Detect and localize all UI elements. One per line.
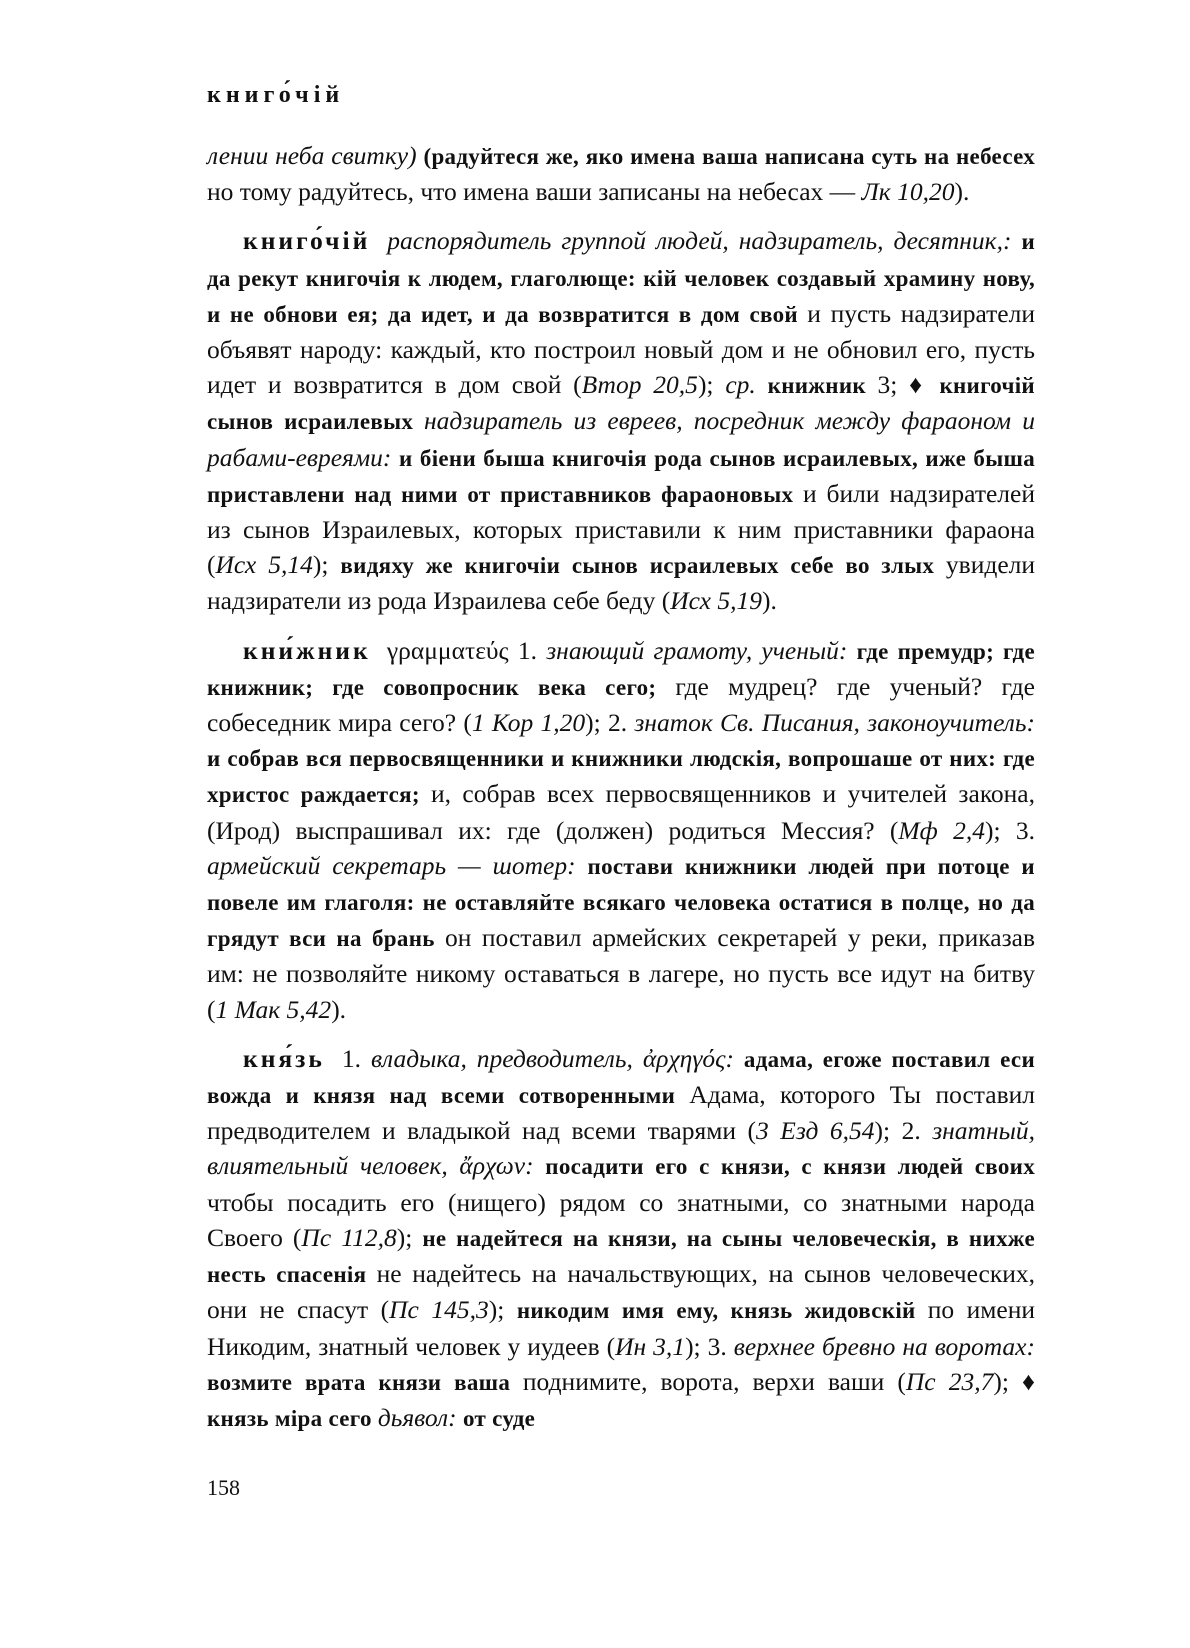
plain-text: где мудрец? где ученый? где собеседник мира сего? ( [207,671,1035,738]
entry-continuation [207,138,1035,209]
plain-text: ); 3. [984,815,1035,845]
bible-reference: Втор 20,5 [581,370,698,400]
plain-text: ); [396,1222,423,1252]
bible-reference: Лк 10,20 [861,177,955,207]
plain-text: γραμματεύς 1. [386,635,547,665]
bible-reference: Пс 145,3 [389,1295,489,1325]
plain-text: ); [488,1295,517,1325]
slavonic-quote: (радуйтеся же, яко имена ваша написана суть на небесех [423,144,1035,169]
running-head: книго́чій [207,82,345,108]
slavonic-quote: никодим имя ему, князь жидовскій [516,1298,928,1324]
plain-text: и, собрав всех первосвященников и учителей закона, (Ирод) выспрашивал их: где (должен) родиться Мессия? ( [207,779,1035,845]
translation-text: армейский секретарь — шотер: [207,850,588,880]
slavonic-quote: не надейтеся на князи, на сыны человеческія, в нихже несть спасенія [207,1225,1035,1288]
plain-text: 1. [341,1043,371,1073]
bible-reference: Ин 3,1 [615,1331,686,1361]
plain-text: ); [312,550,341,580]
translation-text: лении неба свитку) [207,141,424,170]
plain-text: не надейтесь на начальствующих, на сынов человеческих, они не спасут ( [207,1259,1036,1325]
slavonic-quote: где премудр; где книжник; где совопросник века сего; [207,638,1035,700]
slavonic-quote: и біени быша книгочія рода сынов исраилевых, иже быша приставлени над ними от приставников фараоновых [207,445,1035,507]
translation-text: знатный, влиятельный человек, ἄρχων: [207,1116,1036,1181]
slavonic-quote: видяху же книгочіи сынов исраилевых себе во злых [340,553,946,579]
plain-text: ); 2. [585,708,635,738]
entry-knyaz [207,1041,1035,1436]
bible-reference: Исх 5,19 [670,586,762,616]
translation-text: знаток Св. Писания, законоучитель: [634,708,1035,738]
translation-text: ср. [725,370,768,400]
plain-text: и пусть надзиратели объявят народу: каждый, кто построил новый дом и не обновил его, пусть идет и возвратится в дом свой ( [207,298,1035,400]
bible-reference: 1 Мак 5,42 [215,994,332,1024]
plain-text: ); [697,370,726,400]
translation-text: распорядитель группой людей, надзиратель, десятник,: [387,226,1022,256]
translation-text: надзиратель из евреев, посредник между фараоном и рабами-евреями: [207,406,1035,472]
bible-reference: 1 Кор 1,20 [471,708,586,738]
plain-text: поднимите, ворота, верхи ваши ( [522,1366,906,1396]
headword: кни́жник [243,635,383,665]
plain-text: ). [761,586,777,616]
slavonic-quote: князь міра сего [207,1405,378,1431]
slavonic-quote: возмите врата князи ваша [207,1369,523,1395]
bible-reference: Пс 112,8 [301,1222,397,1252]
entry-knizhnik [207,633,1035,1027]
translation-text: дьявол: [377,1402,464,1432]
page-number: 158 [207,1475,240,1500]
bible-reference: Мф 2,4 [898,815,985,845]
slavonic-quote: и да рекут книгочія к людем, глаголюще: кій человек создавый храмину нову, и не обнови ея; да идет, и да возвратится в дом свой [207,229,1035,327]
plain-text: ); 3. [685,1331,734,1361]
plain-text: ). [954,177,970,207]
entry-knigochiy [207,223,1035,618]
plain-text: он поставил армейских секретарей у реки, приказав им: не позволяйте никому оставаться в лагере, но пусть все идут на битву ( [207,923,1036,1024]
plain-text: ). [331,994,347,1024]
slavonic-quote: посадити его с князи, с князи людей своих [545,1154,1036,1180]
plain-text: по имени Никодим, знатный человек у иудеев ( [207,1295,1036,1361]
headword: кня́зь [243,1043,338,1073]
slavonic-quote: книжник [767,373,878,399]
translation-text: знающий грамоту, ученый: [546,635,857,665]
slavonic-quote: постави книжники людей при потоце и повеле им глаголя: не оставляйте всякаго человека остатися в полце, но да грядут вси на брань [207,853,1035,952]
bible-reference: 3 Езд 6,54 [756,1116,875,1146]
plain-text: и били надзирателей из сынов Израилевых, которых приставили к ним приставники фараона ( [207,478,1035,580]
translation-text: владыка, предводитель, ἀρχηγός: [370,1043,744,1073]
plain-text: Адама, которого Ты поставил предводителем и владыкой над всеми тварями ( [207,1080,1035,1146]
slavonic-quote: книгочій сынов исраилевых [207,373,1035,435]
plain-text: чтобы посадить его (нищего) рядом со знатными, со знатными народа Своего ( [207,1187,1035,1252]
slavonic-quote: от суде [463,1405,536,1431]
bible-reference: Исх 5,14 [215,550,313,580]
slavonic-quote: и собрав вся первосвященники и книжники людскія, вопрошаше от них: где христос раждается; [207,746,1035,808]
dictionary-text [207,138,1035,1450]
plain-text: но тому радуйтесь, что имена ваши записаны на небесах — [207,177,862,207]
headword: книго́чій [243,226,384,256]
plain-text: ); ♦ [993,1366,1035,1396]
translation-text: верхнее бревно на воротах: [733,1331,1035,1361]
plain-text: увидели надзиратели из рода Израилева себе беду ( [207,550,1036,616]
plain-text: 3; ♦ [877,370,940,400]
bible-reference: Пс 23,7 [905,1366,994,1396]
plain-text: ); 2. [874,1116,933,1146]
slavonic-quote: адама, егоже поставил еси вожда и князя над всеми сотворенными [207,1046,1035,1109]
